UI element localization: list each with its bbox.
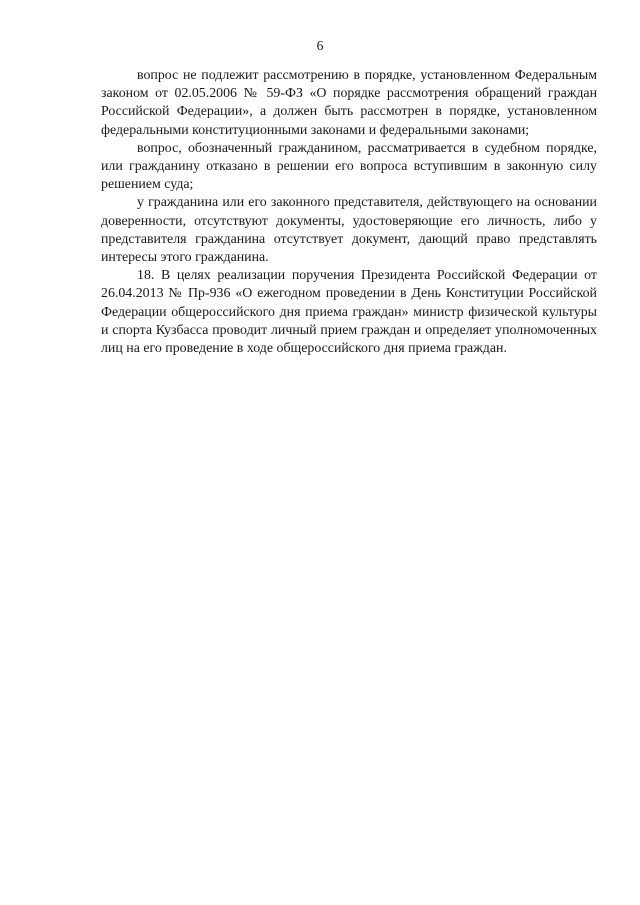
paragraph-clause-18: 18. В целях реализации поручения Президента Российской Федерации от 26.04.2013 № Пр-936 «О ежегодном проведении в День Конституции Российской Федерации общероссийского дня приема граждан» министр физической культуры и спорта Кузбасса проводит личный прием граждан и определяет уполномоченных лиц на его проведение в ходе общероссийского дня приема граждан. (101, 268, 597, 357)
document-body (101, 67, 597, 358)
paragraph-list-item-1: вопрос не подлежит рассмотрению в порядке, установленном Федеральным законом от 02.05.2006 № 59-ФЗ «О порядке рассмотрения обращений граждан Российской Федерации», а должен быть рассмотрен в порядке, установленном федеральными конституционными законами и федеральными законами; (101, 68, 597, 138)
page-number: 6 (316, 38, 324, 53)
paragraph-list-item-3: у гражданина или его законного представителя, действующего на основании доверенности, отсутствуют документы, удостоверяющие его личность, либо у представителя гражданина отсутствует документ, дающий право представлять интересы этого гражданина. (101, 195, 597, 266)
paragraph-list-item-2: вопрос, обозначенный гражданином, рассматривается в судебном порядке, или гражданину отказано в решении его вопроса вступившим в законную силу решением суда; (101, 140, 597, 193)
